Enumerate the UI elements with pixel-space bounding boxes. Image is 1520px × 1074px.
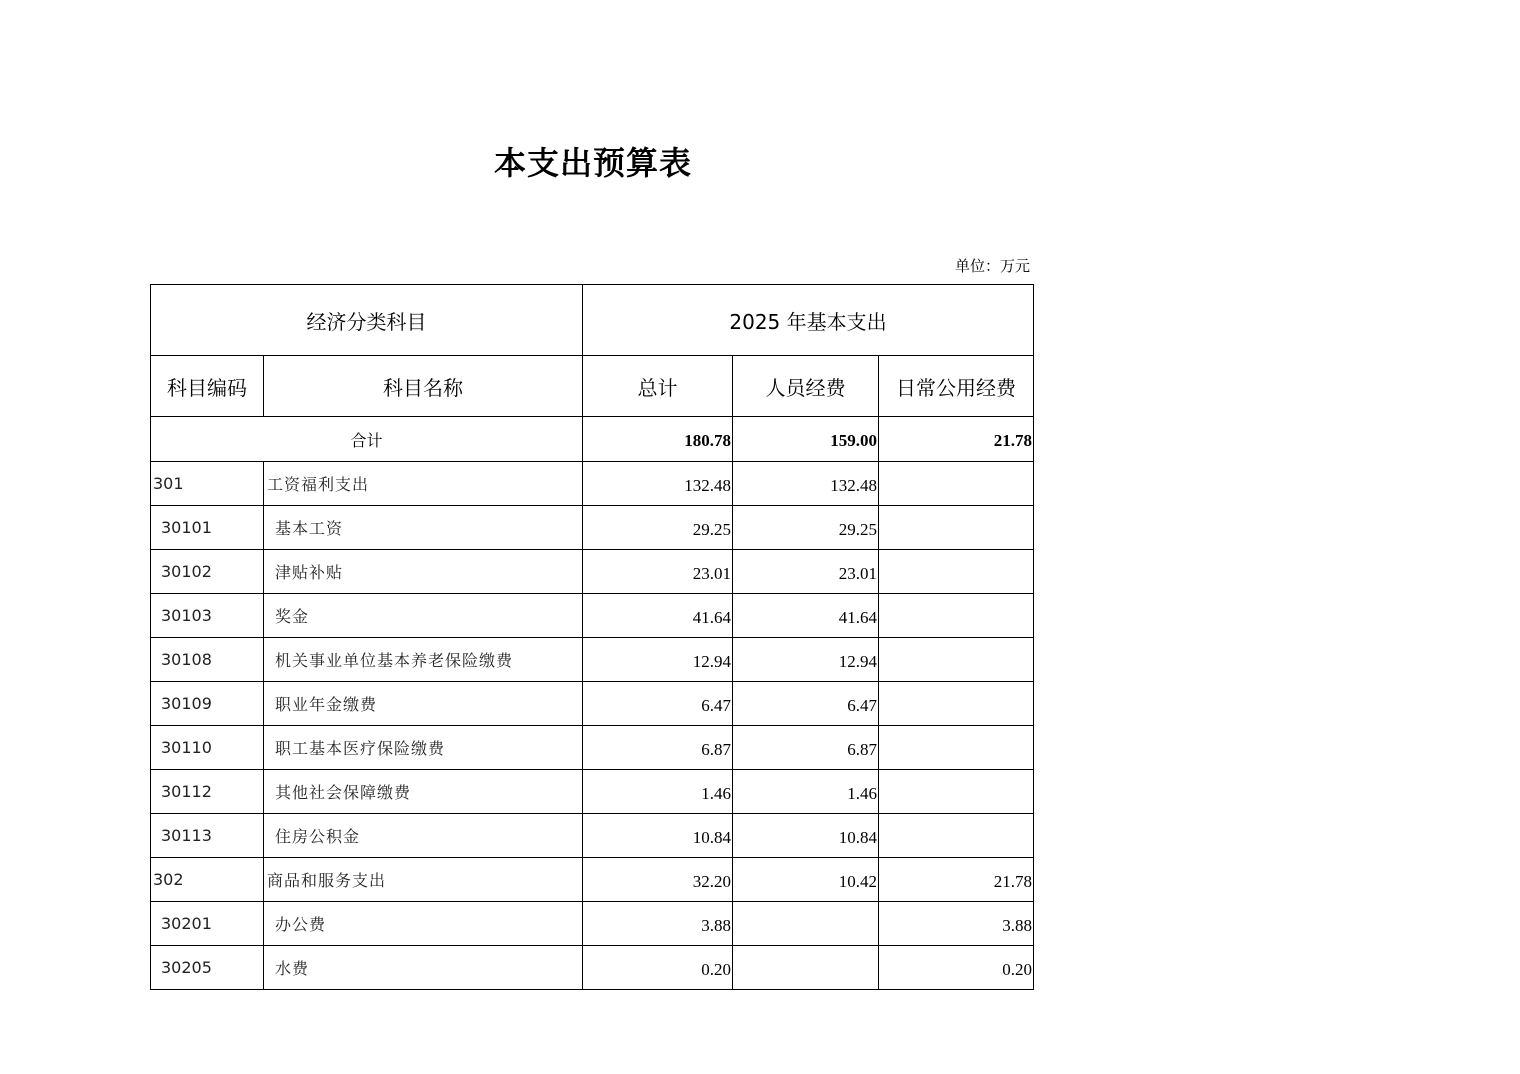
header-row-columns (151, 356, 1034, 417)
row-personnel: 29.25 (733, 506, 879, 550)
row-personnel (733, 902, 879, 946)
header-row-group (151, 285, 1034, 356)
row-public (879, 594, 1034, 638)
row-total: 6.47 (583, 682, 733, 726)
row-public (879, 770, 1034, 814)
row-code: 30113 (151, 814, 264, 858)
row-total: 23.01 (583, 550, 733, 594)
row-personnel: 10.42 (733, 858, 879, 902)
total-public: 21.78 (879, 417, 1034, 462)
row-name: 职业年金缴费 (264, 682, 583, 726)
row-total: 29.25 (583, 506, 733, 550)
total-personnel: 159.00 (733, 417, 879, 462)
row-public (879, 550, 1034, 594)
table-row (151, 770, 1034, 814)
row-name: 办公费 (264, 902, 583, 946)
row-code: 30112 (151, 770, 264, 814)
header-code: 科目编码 (151, 356, 264, 417)
row-personnel: 23.01 (733, 550, 879, 594)
row-public (879, 506, 1034, 550)
row-total: 10.84 (583, 814, 733, 858)
row-total: 0.20 (583, 946, 733, 990)
row-personnel: 10.84 (733, 814, 879, 858)
row-public (879, 814, 1034, 858)
row-public: 21.78 (879, 858, 1034, 902)
budget-table (150, 284, 1034, 990)
row-code: 30103 (151, 594, 264, 638)
row-total: 32.20 (583, 858, 733, 902)
row-code: 302 (151, 858, 264, 902)
total-total: 180.78 (583, 417, 733, 462)
row-personnel: 132.48 (733, 462, 879, 506)
row-code: 30201 (151, 902, 264, 946)
row-name: 机关事业单位基本养老保险缴费 (264, 638, 583, 682)
table-row (151, 594, 1034, 638)
table-row (151, 726, 1034, 770)
row-total: 3.88 (583, 902, 733, 946)
row-name: 工资福利支出 (264, 462, 583, 506)
header-total: 总计 (583, 356, 733, 417)
row-total: 1.46 (583, 770, 733, 814)
row-public (879, 638, 1034, 682)
row-code: 30101 (151, 506, 264, 550)
row-public: 0.20 (879, 946, 1034, 990)
row-code: 30109 (151, 682, 264, 726)
row-public (879, 682, 1034, 726)
table-row (151, 462, 1034, 506)
row-total: 6.87 (583, 726, 733, 770)
row-name: 其他社会保障缴费 (264, 770, 583, 814)
total-label: 合计 (151, 417, 583, 462)
row-public (879, 726, 1034, 770)
header-public: 日常公用经费 (879, 356, 1034, 417)
row-total: 41.64 (583, 594, 733, 638)
table-row (151, 902, 1034, 946)
row-code: 30110 (151, 726, 264, 770)
row-personnel (733, 946, 879, 990)
row-personnel: 6.87 (733, 726, 879, 770)
header-personnel: 人员经费 (733, 356, 879, 417)
page-title: 本支出预算表 (494, 144, 693, 182)
row-personnel: 12.94 (733, 638, 879, 682)
row-name: 职工基本医疗保险缴费 (264, 726, 583, 770)
row-total: 12.94 (583, 638, 733, 682)
row-name: 奖金 (264, 594, 583, 638)
row-name: 住房公积金 (264, 814, 583, 858)
table-row (151, 946, 1034, 990)
row-public (879, 462, 1034, 506)
row-code: 301 (151, 462, 264, 506)
header-name: 科目名称 (264, 356, 583, 417)
row-name: 商品和服务支出 (264, 858, 583, 902)
table-row (151, 506, 1034, 550)
row-personnel: 6.47 (733, 682, 879, 726)
table-row (151, 638, 1034, 682)
row-personnel: 41.64 (733, 594, 879, 638)
row-public: 3.88 (879, 902, 1034, 946)
table-body (151, 285, 1034, 990)
row-code: 30205 (151, 946, 264, 990)
row-code: 30102 (151, 550, 264, 594)
table-row (151, 858, 1034, 902)
total-row (151, 417, 1034, 462)
unit-label: 单位：万元 (954, 257, 1030, 275)
header-econ-category: 经济分类科目 (151, 285, 583, 356)
row-name: 津贴补贴 (264, 550, 583, 594)
header-year-basic-expenditure: 2025 年基本支出 (583, 285, 1034, 356)
table-row (151, 814, 1034, 858)
table-row (151, 550, 1034, 594)
row-name: 基本工资 (264, 506, 583, 550)
table-row (151, 682, 1034, 726)
row-name: 水费 (264, 946, 583, 990)
row-personnel: 1.46 (733, 770, 879, 814)
row-total: 132.48 (583, 462, 733, 506)
row-code: 30108 (151, 638, 264, 682)
